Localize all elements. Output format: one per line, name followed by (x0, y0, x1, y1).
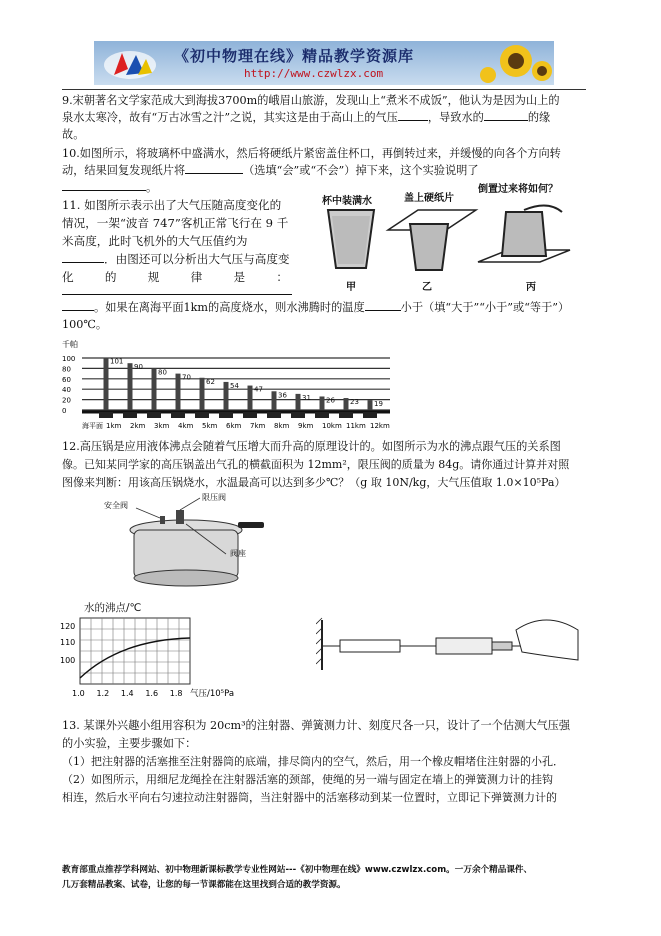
boil-xtick: 1.2 (96, 689, 110, 698)
pchart-category-label: 1km (106, 422, 122, 430)
q12-line1: 12.高压锅是应用液体沸点会随着气压增大而升高的原理设计的。如图所示为水的沸点跟气压的关系图 (62, 440, 561, 453)
pchart-bar (344, 398, 349, 410)
footer-line2: 几万套精品教案、试卷，让您的每一节课都能在这里找到合适的教学资源。 (62, 880, 346, 890)
q9-line2: 泉水太寒冷，故有“万古冰雪之汁”之说，其实这是由于高山上的气压 ，导致水的 的缘 (62, 108, 550, 127)
pchart-bar (272, 391, 277, 410)
boil-ytick: 110 (60, 638, 76, 647)
banner-title: 《初中物理在线》精品教学资源库 (174, 47, 415, 65)
pchart-bar (176, 374, 181, 410)
label-pressure-valve: 限压阀 (202, 493, 226, 502)
q13-line1: 13. 某课外兴趣小组用容积为 20cm³的注射器、弹簧测力计、刻度尺各一只，设计了一个估测大气压强 (62, 719, 571, 732)
pchart-value-label: 47 (254, 385, 263, 394)
pchart-value-label: 36 (278, 391, 287, 400)
q10-line3: 。 (62, 178, 157, 197)
q10-line1: 10.如图所示，将玻璃杯中盛满水，然后将硬纸片紧密盖住杯口，再倒转过来，并缓慢的向各个方向转 (62, 147, 561, 160)
cup-label-1: 杯中装满水 (322, 196, 372, 207)
sunflower-icon (476, 41, 554, 85)
boiling-point-chart (60, 600, 290, 704)
boil-xtick: 1.4 (120, 689, 134, 698)
pressure-cooker-figure (96, 494, 266, 594)
pchart-ytick: 100 (62, 355, 76, 363)
pchart-ytick: 40 (62, 386, 71, 395)
pchart-value-label: 90 (134, 363, 143, 372)
pchart-bar-base (171, 412, 185, 418)
pchart-category-label: 12km (370, 422, 390, 430)
pchart-category-label: 10km (322, 422, 342, 430)
pchart-bar-base (339, 412, 353, 418)
pchart-value-label: 26 (326, 396, 335, 405)
boil-xlabel: 气压/10⁵Pa (190, 689, 235, 699)
pchart-value-label: 19 (374, 400, 383, 409)
pressure-altitude-chart (60, 338, 400, 430)
pchart-bar-base (123, 412, 137, 418)
pchart-value-label: 54 (230, 381, 239, 390)
pchart-category-label: 6km (226, 422, 242, 430)
boil-xtick: 1.6 (145, 689, 159, 698)
boil-ytick: 120 (60, 622, 76, 631)
pchart-category-label: 2km (130, 422, 146, 430)
cup-label-2: 盖上硬纸片 (404, 193, 454, 204)
pchart-value-label: 31 (302, 393, 311, 402)
cup-label-3: 倒置过来将如何？ (478, 184, 558, 195)
boil-ylabel: 水的沸点/℃ (84, 602, 142, 614)
pchart-bar-base (363, 412, 377, 418)
pchart-bar-base (219, 412, 233, 418)
pchart-bar-base (243, 412, 257, 418)
q13-line4: （2）如图所示，用细尼龙绳拴在注射器活塞的颈部，使绳的另一端与固定在墙上的弹簧测力计的挂钩 (62, 773, 553, 786)
pchart-unit: 千帕 (62, 340, 78, 349)
logo-icon (100, 45, 160, 83)
footer-line1: 教育部重点推荐学科网站、初中物理新课标教学专业性网站---《初中物理在线》www.czwlzx.com。一万余个精品课件、 (62, 865, 533, 875)
pchart-value-label: 101 (110, 357, 124, 366)
q9-line3: 故。 (62, 128, 85, 141)
pchart-value-label: 62 (206, 377, 215, 386)
syringe-figure (316, 600, 586, 680)
pchart-category-label: 9km (298, 422, 314, 430)
cup-caption-1: 甲 (346, 282, 356, 293)
pchart-bar (200, 378, 205, 410)
pchart-bar (296, 394, 301, 410)
pchart-bar (152, 368, 157, 410)
q11-line2: 情况，一架“波音 747”客机正常飞行在 9 千 (62, 216, 289, 230)
boil-xtick: 1.0 (72, 689, 85, 698)
pchart-bar-base (291, 412, 305, 418)
pchart-category-label: 5km (202, 422, 218, 430)
q11-line3: 米高度，此时飞机外的大气压值约为 (62, 234, 248, 248)
pchart-bar-base (267, 412, 281, 418)
q11-line8: 100℃。 (62, 318, 108, 331)
pchart-bar (104, 357, 109, 410)
cup-caption-3: 丙 (526, 282, 536, 293)
pchart-bar (248, 386, 253, 410)
q11-line5: 化 的 规 律 是 ： (62, 270, 288, 284)
pchart-value-label: 80 (158, 368, 167, 377)
label-valve-seat: 阀座 (230, 549, 246, 558)
q12-line3: 图像来判断：用该高压锅烧水，水温最高可以达到多少℃？（g 取 10N/kg，大气压值取 1.0×10⁵Pa） (62, 476, 566, 489)
pchart-category-label: 4km (178, 422, 194, 430)
cups-figure (318, 180, 578, 293)
pchart-bar-base (147, 412, 161, 418)
pchart-bar (368, 400, 373, 410)
pchart-category-label: 3km (154, 422, 170, 430)
pchart-bar-base (99, 412, 113, 418)
pchart-value-label: 23 (350, 398, 359, 407)
q11-line7: 。如果在离海平面1km的高度烧水，则水沸腾时的温度 小于（填“大于”“小于”或“等于”） (62, 298, 569, 317)
boil-xtick: 1.8 (169, 689, 183, 698)
pchart-bar (224, 382, 229, 410)
header-banner (94, 41, 554, 85)
pchart-bar-base (315, 412, 329, 418)
boil-ytick: 100 (60, 656, 76, 665)
q12-line2: 像。已知某同学家的高压锅盖出气孔的横截面积为 12mm²，限压阀的质量为 84g。请你通过计算并对照 (62, 458, 570, 471)
pchart-category-label: 8km (274, 422, 290, 430)
pchart-ytick: 60 (62, 375, 71, 384)
pchart-bar (320, 396, 325, 410)
q11-line4: ．由图还可以分析出大气压与高度变 (62, 250, 290, 269)
pchart-bar (128, 363, 133, 410)
label-safety-valve: 安全阀 (104, 501, 128, 510)
q10-line2: 动，结果回复发现纸片将 （选填“会”或“不会”）掉下来，这个实验说明了 (62, 161, 479, 180)
q11-answer-line (62, 294, 292, 295)
q9-line1: 9.宋朝著名文学家范成大到海拔3700m的峨眉山旅游，发现山上“煮米不成饭”，他认为是因为山上的 (62, 94, 560, 107)
q13-line3: （1）把注射器的活塞推至注射器筒的底端，排尽筒内的空气，然后，用一个橡皮帽堵住注射器的小孔． (62, 755, 564, 768)
cups-drawing (318, 200, 578, 276)
boil-chart-svg (60, 612, 290, 704)
pchart-value-label: 70 (182, 373, 191, 382)
banner-url: http://www.czwlzx.com (244, 67, 384, 80)
pchart-category-label: 11km (346, 422, 366, 430)
pchart-ytick: 20 (62, 396, 71, 405)
q11-line1: 11. 如图所示表示出了大气压随高度变化的 (62, 198, 282, 212)
pchart-category-label: 海平面 (82, 422, 103, 430)
pchart-bar-base (195, 412, 209, 418)
q13-line5: 相连，然后水平向右匀速拉动注射器筒，当注射器中的活塞移动到某一位置时，立即记下弹簧测力计的 (62, 791, 557, 804)
pchart-ytick: 0 (62, 407, 67, 415)
pchart-ytick: 80 (62, 365, 71, 374)
q13-line2: 的小实验，主要步骤如下： (62, 737, 197, 750)
cup-caption-2: 乙 (422, 282, 432, 293)
header-rule (62, 89, 586, 90)
pchart-category-label: 7km (250, 422, 266, 430)
